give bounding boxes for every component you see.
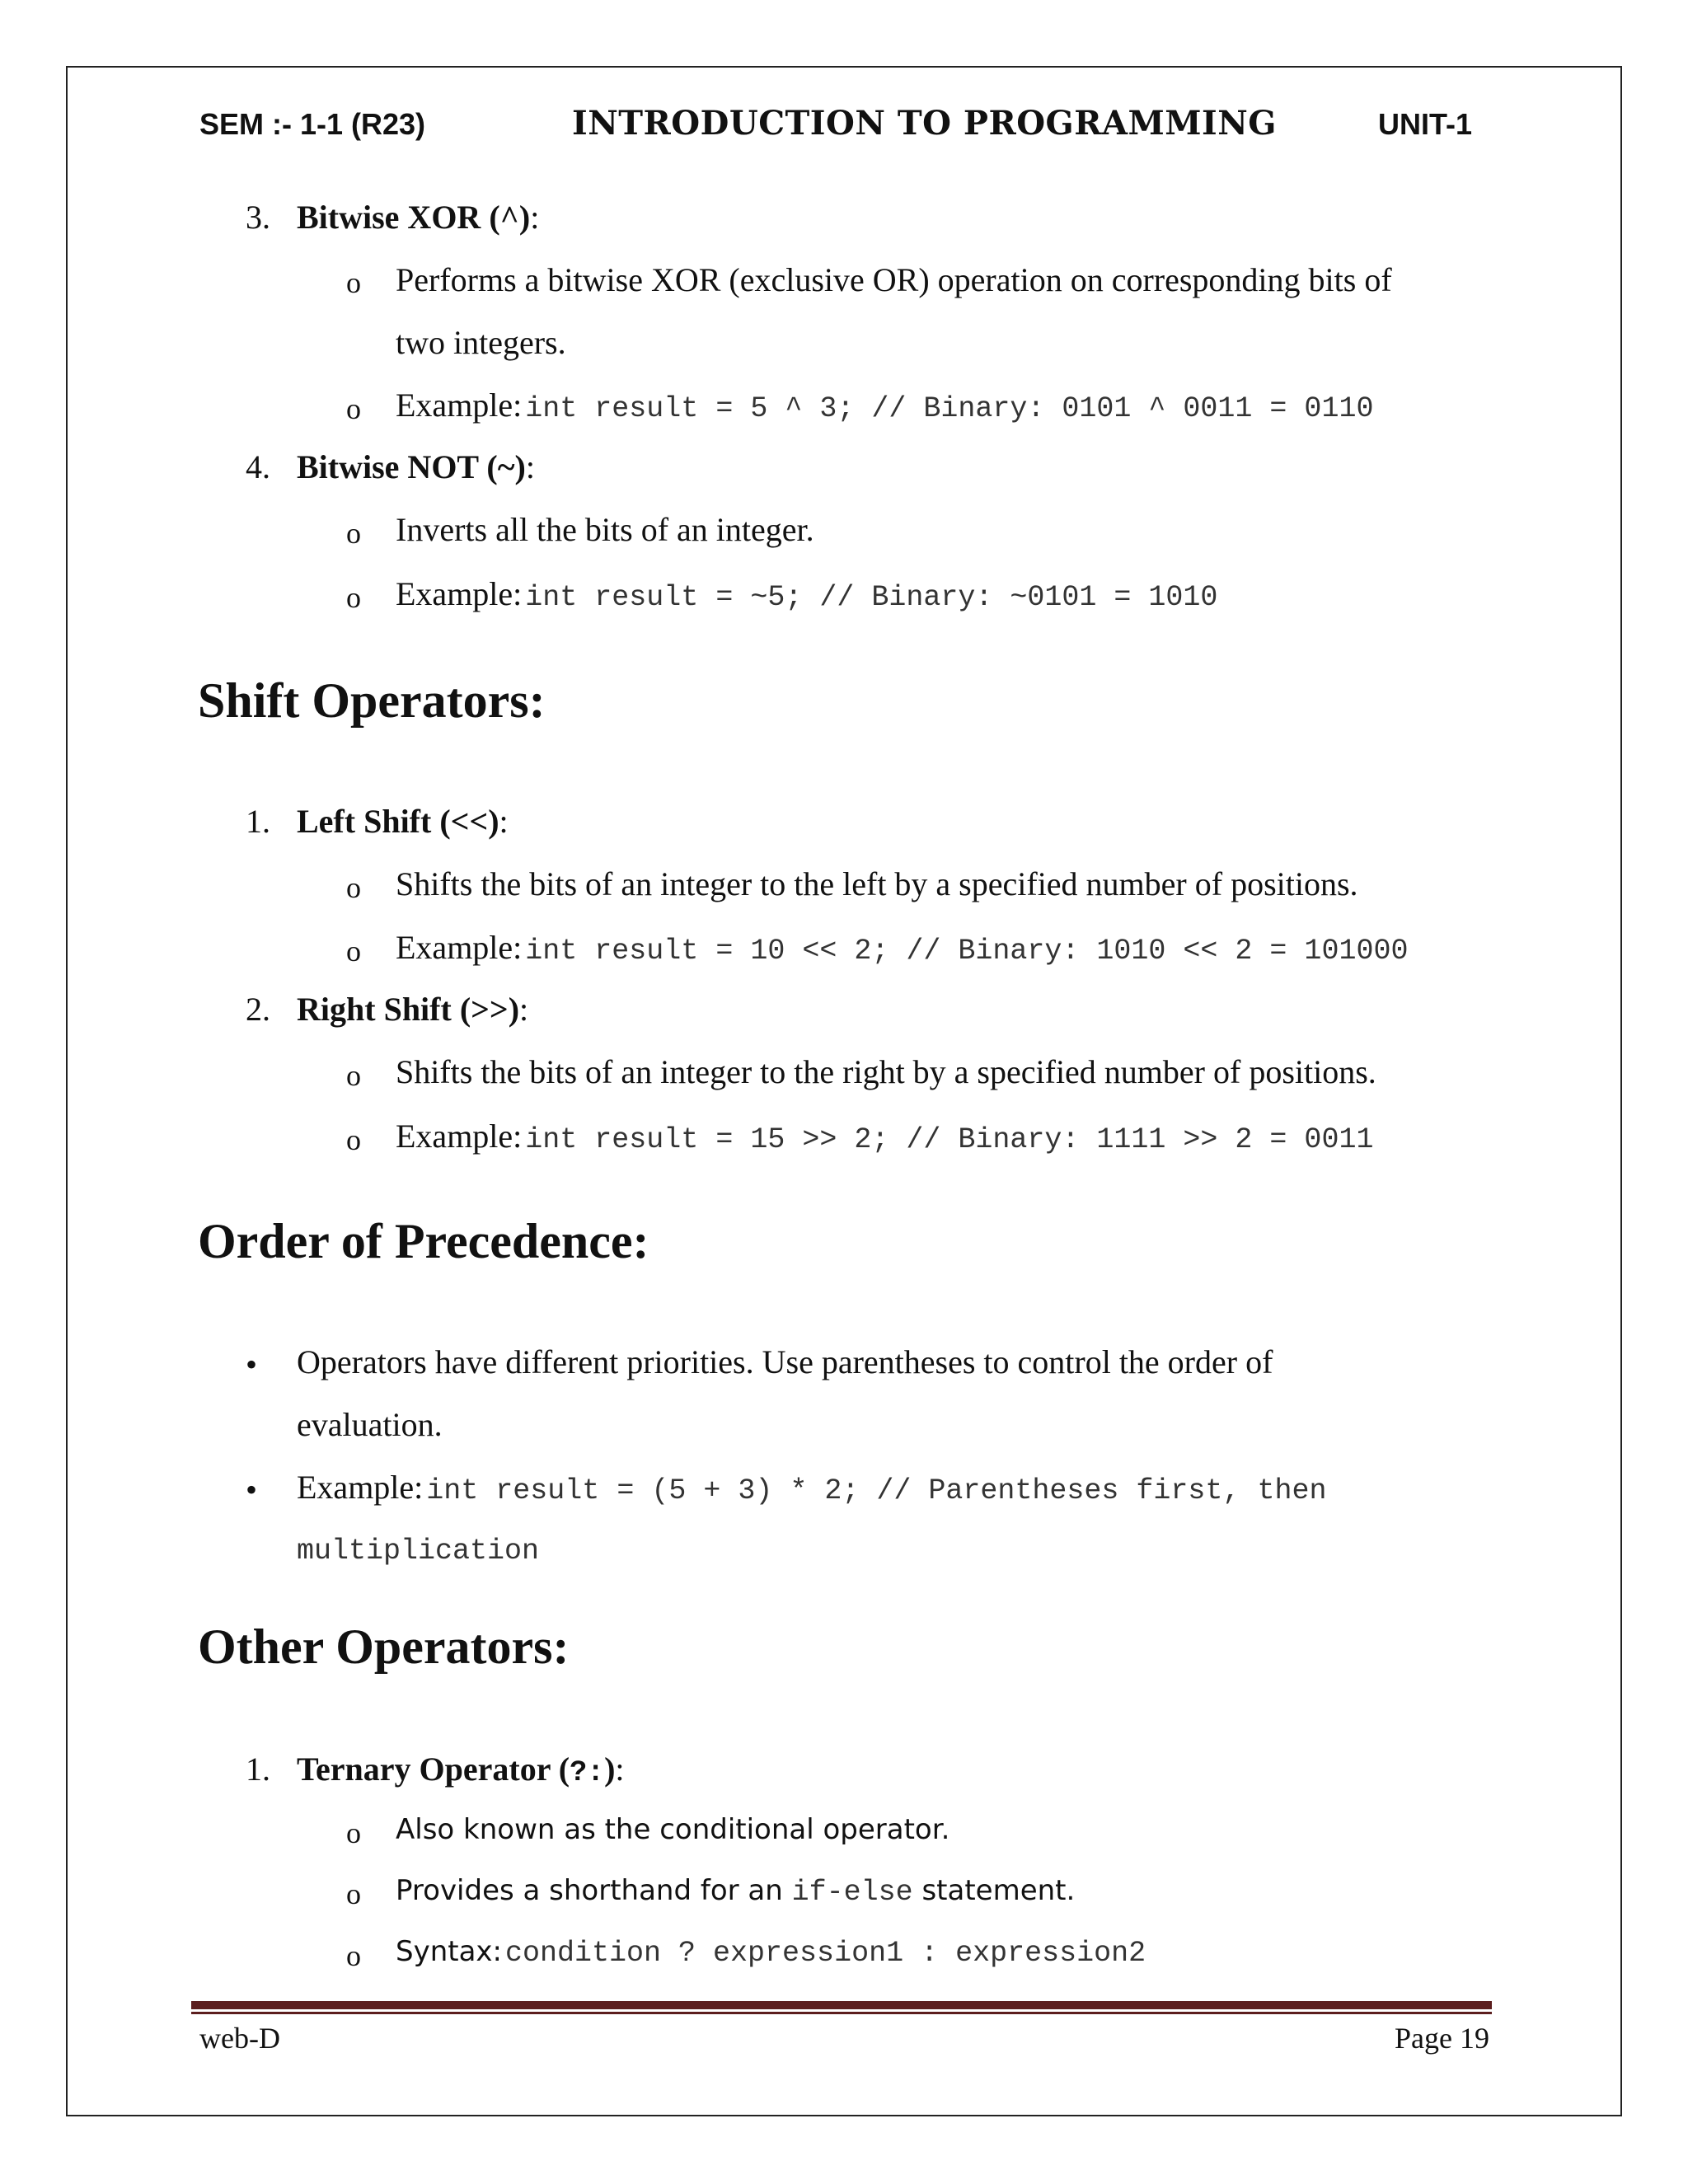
item-title-bitwise-xor: Bitwise XOR (^):	[297, 199, 540, 236]
example-line: Example: int result = 5 ^ 3; // Binary: 0101 ^ 0011 = 0110	[396, 387, 1374, 425]
bullet-text: Also known as the conditional operator.	[396, 1813, 950, 1846]
example-line: Example: int result = ~5; // Binary: ~0101 = 1010	[396, 575, 1218, 614]
example-line: Example: int result = 10 << 2; // Binary: 1010 << 2 = 101000	[396, 929, 1409, 968]
code-snippet: int result = 10 << 2; // Binary: 1010 << 2 = 101000	[525, 935, 1409, 968]
bullet-text: Shifts the bits of an integer to the left by a specified number of positions.	[396, 865, 1358, 902]
item-title-right-shift: Right Shift (>>):	[297, 991, 529, 1028]
section-heading-shift: Shift Operators:	[198, 673, 546, 728]
bullet-circle: o	[346, 1123, 361, 1156]
bullet-text: Shifts the bits of an integer to the right by a specified number of positions.	[396, 1053, 1376, 1090]
footer-rule	[191, 2001, 1492, 2009]
bullet-dot: •	[246, 1471, 258, 1508]
bullet-circle: o	[346, 1059, 361, 1092]
bullet-text-with-code: Provides a shorthand for an if-else statement.	[396, 1874, 1076, 1909]
code-snippet: int result = 15 >> 2; // Binary: 1111 >> 2 = 0011	[525, 1123, 1374, 1156]
bullet-circle: o	[346, 935, 361, 968]
bullet-dot: •	[246, 1346, 258, 1383]
footer-rule-thin	[191, 2012, 1492, 2014]
item-title-ternary: Ternary Operator (?:):	[297, 1750, 625, 1789]
item-title-bitwise-not: Bitwise NOT (~):	[297, 448, 535, 485]
bullet-circle: o	[346, 1816, 361, 1849]
bullet-text-continued: two integers.	[396, 324, 566, 361]
header-unit: UNIT-1	[1378, 107, 1473, 141]
example-line: Example: int result = (5 + 3) * 2; // Parentheses first, then	[297, 1469, 1327, 1507]
list-number: 3.	[246, 199, 270, 236]
header-title: INTRODUCTION TO PROGRAMMING	[572, 104, 1277, 143]
list-number: 1.	[246, 803, 270, 840]
section-heading-other: Other Operators:	[198, 1619, 570, 1674]
bullet-circle: o	[346, 392, 361, 425]
item-title-left-shift: Left Shift (<<):	[297, 803, 509, 840]
bullet-text: Operators have different priorities. Use parentheses to control the order of	[297, 1343, 1273, 1380]
list-number: 2.	[246, 991, 270, 1028]
bullet-circle: o	[346, 581, 361, 614]
bullet-circle: o	[346, 1877, 361, 1910]
bullet-circle: o	[346, 266, 361, 299]
page-number: Page 19	[1395, 2022, 1489, 2055]
example-line: Example: int result = 15 >> 2; // Binary: 1111 >> 2 = 0011	[396, 1118, 1374, 1156]
code-snippet: int result = 5 ^ 3; // Binary: 0101 ^ 0011 = 0110	[525, 392, 1374, 425]
bullet-circle: o	[346, 1939, 361, 1972]
bullet-circle: o	[346, 871, 361, 904]
bullet-circle: o	[346, 517, 361, 550]
code-snippet-continued: multiplication	[297, 1535, 540, 1568]
code-snippet: int result = (5 + 3) * 2; // Parentheses first, then	[426, 1474, 1327, 1507]
syntax-line: Syntax: condition ? expression1 : expression2	[396, 1935, 1146, 1970]
footer-left-text: web-D	[199, 2022, 280, 2055]
code-snippet: int result = ~5; // Binary: ~0101 = 1010	[525, 581, 1218, 614]
code-snippet: condition ? expression1 : expression2	[505, 1937, 1146, 1970]
list-number: 4.	[246, 448, 270, 485]
bullet-text: Inverts all the bits of an integer.	[396, 511, 814, 548]
section-heading-precedence: Order of Precedence:	[198, 1214, 649, 1268]
page-border	[66, 66, 1622, 2116]
bullet-text-continued: evaluation.	[297, 1406, 443, 1443]
bullet-text: Performs a bitwise XOR (exclusive OR) operation on corresponding bits of	[396, 261, 1392, 298]
header-semester: SEM :- 1-1 (R23)	[199, 107, 426, 141]
list-number: 1.	[246, 1750, 270, 1788]
